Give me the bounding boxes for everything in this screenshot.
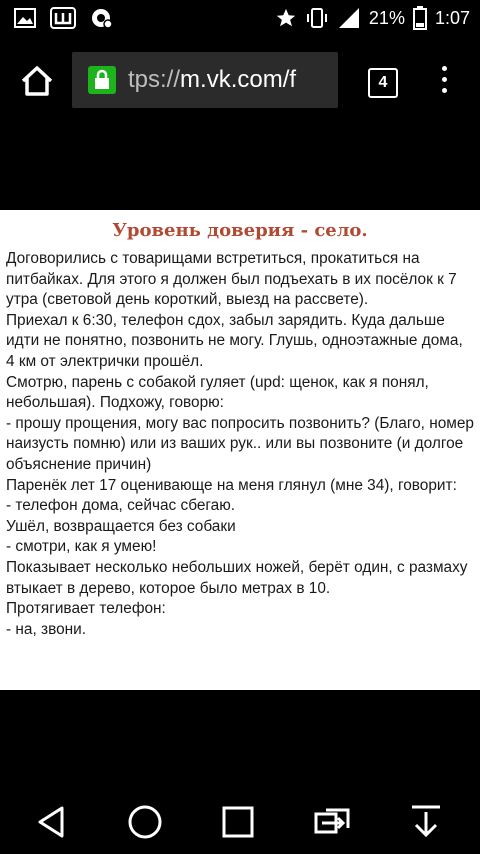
- post-paragraph: - телефон дома, сейчас сбегаю.: [6, 497, 236, 515]
- battery-icon: [413, 6, 427, 30]
- post-paragraph: - на, звони.: [6, 620, 87, 638]
- address-bar[interactable]: [72, 52, 338, 108]
- gallery-icon: [14, 8, 36, 28]
- settings-notification-icon: [90, 6, 114, 30]
- post-paragraph: - смотри, как я умею!: [6, 538, 157, 556]
- post-paragraph: Договорились с товарищами встретиться, прокатиться на питбайках. Для этого я должен был подъехать в их посёлок к 7 утра (световой день короткий, выезд на рассвете).: [6, 250, 461, 309]
- post-body: [0, 241, 480, 640]
- star-icon: [275, 7, 297, 29]
- post-paragraph: Протягивает телефон:: [6, 600, 166, 618]
- browser-toolbar: [0, 40, 480, 120]
- post-paragraph: Показывает несколько небольших ножей, берёт один, с размаху втыкает в дерево, которое было метрах в 10.: [6, 558, 472, 597]
- lock-icon: [88, 66, 116, 94]
- back-icon[interactable]: [32, 802, 72, 842]
- download-icon[interactable]: [406, 802, 446, 842]
- overflow-menu-icon[interactable]: [440, 66, 448, 96]
- post-paragraph: Ушёл, возвращается без собаки: [6, 517, 236, 535]
- status-bar: [0, 0, 480, 40]
- post-title: Уровень доверия - село.: [112, 220, 368, 241]
- post-paragraph: Смотрю, парень с собакой гуляет (upd: щенок, как я понял, небольшая). Подхожу, говорю:: [6, 373, 434, 412]
- home-circle-icon[interactable]: [125, 802, 165, 842]
- recents-icon[interactable]: [218, 802, 258, 842]
- post-image: [0, 210, 480, 690]
- post-paragraph: Паренёк лет 17 оценивающе на меня глянул (мне 34), говорит:: [6, 476, 457, 494]
- navigation-bar: [0, 784, 480, 854]
- url-text: tps://m.vk.com/f: [128, 66, 297, 93]
- post-paragraph: - прошу прощения, могу вас попросить позвонить? (Благо, номер наизусть помню) или из ваших рук.. или вы позвоните (и долгое объяснение причин): [6, 414, 479, 473]
- tab-switcher-button[interactable]: 4: [368, 68, 398, 98]
- switch-app-icon[interactable]: [312, 802, 352, 842]
- clock: 1:07: [434, 7, 470, 28]
- signal-icon: [337, 6, 361, 30]
- post-paragraph: Приехал к 6:30, телефон сдох, забыл зарядить. Куда дальше идти не понятно, позвонить не могу. Глушь, одноэтажные дома, 4 км от электрички прошёл.: [6, 311, 468, 370]
- app-sh-icon: [50, 7, 76, 29]
- vibrate-icon: [305, 6, 329, 30]
- battery-percent: 21%: [368, 7, 405, 28]
- home-icon[interactable]: [20, 64, 54, 98]
